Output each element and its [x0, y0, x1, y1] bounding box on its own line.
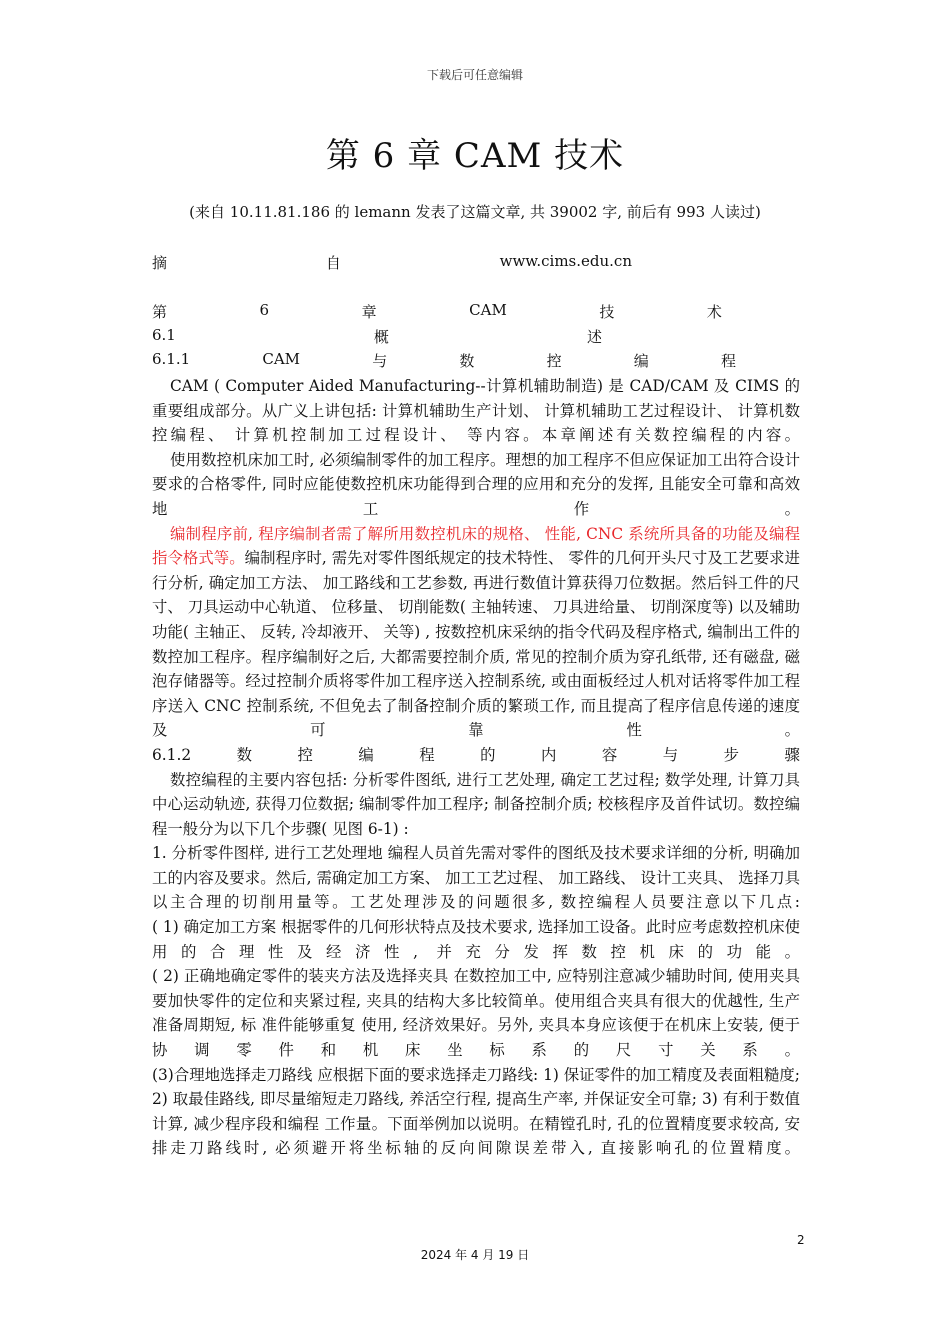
paragraph: 使用数控机床加工时, 必须编制零件的加工程序。理想的加工程序不但应保证加工出符合设计要求的合格零件, 同时应能使数控机床功能得到合理的应用和充分的发挥, 且能安全可靠和高效地工作。 — [152, 450, 800, 518]
chapter-heading-part: 章 — [361, 303, 377, 321]
source-char-2: 自 — [325, 254, 341, 272]
section-heading-part: 控 — [297, 745, 313, 764]
chapter-heading-part: 第 — [152, 303, 168, 321]
section-heading-part: 数 — [459, 352, 475, 370]
section-heading-part: 述 — [586, 328, 602, 346]
paragraph-text: 编制程序时, 需先对零件图纸规定的技术特性、 零件的几何开头尺寸及工艺要求进行分析, 确定加工方法、 加工路线和工艺参数, 再进行数值计算获得刀位数据。然后钭工件的尺寸、 刀具运动中心轨道、 位移量、 切削能数( 主轴转速、 刀具进给量、 切削深度等) 以及辅助功能( 主轴正、 反转, 冷却液开、 关等) , 按数控机床采纳的指令代码及程序格式, 编制出工件的数控加工程序。程序编制好之后, 大都需要控制介质, 常见的控制介质为穿孔纸带, 还有磁盘, 磁泡存储器等。经过控制介质将零件加工程序送入控制系统, 或由面板经过人机对话将零件加工程序送入 CNC 控制系统, 不但免去了制备控制介质的繁琐工作, 而且提高了程序信息传递的速度及可靠性。 — [152, 549, 800, 740]
source-line — [152, 252, 632, 273]
paragraph: 1. 分析零件图样, 进行工艺处理地 编程人员首先需对零件的图纸及技术要求详细的分析, 明确加工的内容及要求。然后, 需确定加工方案、 加工工艺过程、 加工路线、 设计工夹具、 选择刀具以主合理的切削用量等。工艺处理涉及的问题很多, 数控编程人员要注意以下几点: — [152, 844, 800, 912]
section-heading-6-1-2 — [152, 743, 800, 768]
section-heading-part: 骤 — [784, 745, 800, 764]
article-meta: (来自 10.11.81.186 的 lemann 发表了这篇文章, 共 39002 字, 前后有 993 人读过) — [189, 203, 761, 221]
source-url: www.cims.edu.cn — [499, 252, 632, 270]
page-number: 2 — [797, 1233, 805, 1247]
section-heading-part: 程 — [720, 352, 736, 370]
section-heading-6-1 — [152, 326, 602, 347]
section-heading-part: 与 — [372, 352, 388, 370]
section-heading-part: 容 — [601, 745, 618, 764]
section-heading-part: CAM — [262, 350, 301, 368]
section-heading-part: 6.1.2 — [152, 745, 192, 764]
section-heading-part: 与 — [662, 745, 679, 764]
chapter-heading-part: CAM — [469, 301, 507, 319]
chapter-heading-part: 术 — [706, 303, 722, 321]
source-char-1: 摘 — [152, 254, 168, 272]
chapter-title: 第 6 章 CAM 技术 — [325, 136, 625, 176]
body-text — [152, 374, 800, 1161]
paragraph: (3)合理地选择走刀路线 应根据下面的要求选择走刀路线: 1) 保证零件的加工精度及表面粗糙度; 2) 取最佳路线, 即尽量缩短走刀路线, 养活空行程, 提高生产率, 并保证安全可靠; 3) 有利于数值计算, 减少程序段和编程 工作量。下面举例加以说明。在精镗孔时, 孔的位置精度要求较高, 安排走刀路线时, 必须避开将坐标轴的反向间隙误差带入, 直接影响孔的位置精度。 — [152, 1065, 800, 1158]
section-heading-part: 内 — [541, 745, 557, 764]
paragraph: CAM ( Computer Aided Manufacturing--计算机辅助制造) 是 CAD/CAM 及 CIMS 的重要组成部分。从广义上讲包括: 计算机辅助生产计划、 计算机辅助工艺过程设计、 计算机数控编程、 计算机控制加工过程设计、 等内容。本章阐述有关数控编程的内容。 — [152, 377, 800, 445]
chapter-heading-part: 6 — [259, 301, 270, 319]
highlighted-text: 编制程序前, 程序编制者需了解所用数控机床的规格、 性能, CNC 系统所具备的功能及编程指令格式等。 — [152, 524, 800, 568]
section-heading-part: 控 — [546, 352, 562, 370]
chapter-heading — [152, 301, 722, 322]
paragraph: 数控编程的主要内容包括: 分析零件图纸, 进行工艺处理, 确定工艺过程; 数学处理, 计算刀具中心运动轨迹, 获得刀位数据; 编制零件加工程序; 制备控制介质; 校核程序及首件试切。数控编程一般分为以下几个步骤( 见图 6-1) : — [152, 770, 800, 838]
section-heading-part: 的 — [480, 745, 496, 764]
section-heading-part: 6.1.1 — [152, 350, 191, 368]
section-heading-6-1-1 — [152, 350, 736, 371]
section-heading-part: 编 — [633, 352, 649, 370]
section-heading-part: 6.1 — [152, 326, 176, 344]
paragraph: ( 1) 确定加工方案 根据零件的几何形状特点及技术要求, 选择加工设备。此时应考虑数控机床使用的合理性及经济性, 并充分发挥数控机床的功能。 — [152, 918, 800, 961]
page-footer-date: 2024 年 4 月 19 日 — [420, 1248, 530, 1262]
chapter-heading-part: 技 — [599, 303, 615, 321]
section-heading-part: 程 — [419, 745, 435, 764]
section-heading-part: 数 — [236, 745, 253, 764]
section-heading-part: 编 — [358, 745, 374, 764]
section-heading-part: 步 — [723, 745, 740, 764]
page-header: 下载后可任意编辑 — [426, 68, 523, 82]
paragraph: ( 2) 正确地确定零件的装夹方法及选择夹具 在数控加工中, 应特别注意减少辅助时间, 使用夹具要加快零件的定位和夹紧过程, 夹具的结构大多比较简单。使用组合夹具有很大的优越性, 生产准备周期短, 标 准件能够重复 使用, 经济效果好。另外, 夹具本身应该便于在机床上安装, 便于协调零件和机床坐标系的尺寸关系。 — [152, 967, 800, 1060]
section-heading-part: 概 — [373, 328, 389, 346]
paragraph — [152, 522, 800, 743]
